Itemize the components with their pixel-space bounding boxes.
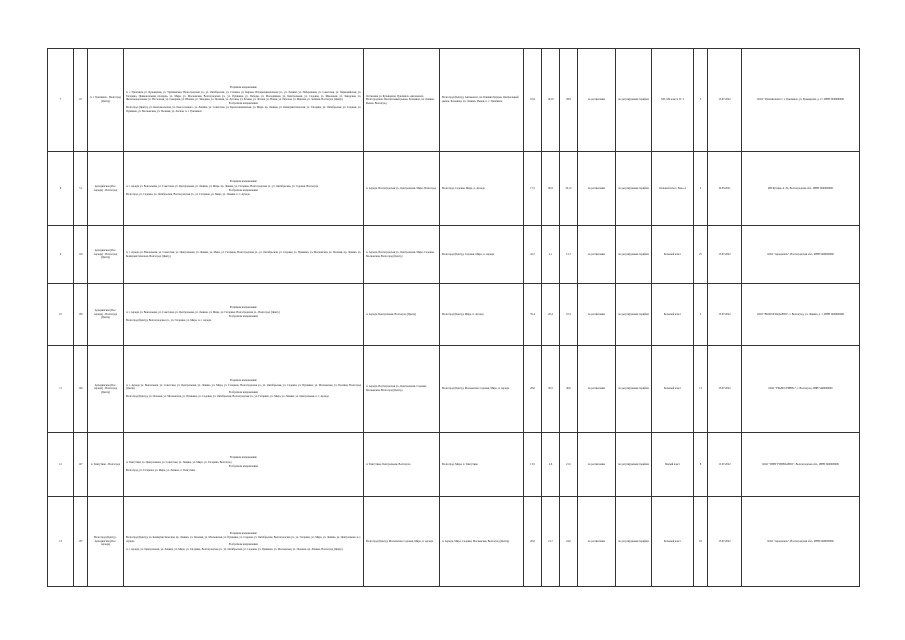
stops-backward: Волгоград, Мира, п. Тингутино	[440, 433, 524, 497]
vehicle-count: 2	[694, 284, 708, 346]
route-registry-table	[47, 48, 860, 587]
carrier-info: ООО "Урюпинскавто", г. Урюпинск, ул. Бульварная, д. 17, ИНН 3438000000	[742, 49, 860, 152]
table-row	[48, 226, 860, 284]
route-path	[124, 346, 364, 433]
boarding-order: по расписанию	[578, 152, 616, 226]
route-name: Арчединская (Пос. Арчеда) - Волгоград (Центр)	[88, 346, 124, 433]
route-backward-header: В обратном направлении:	[228, 188, 259, 192]
route-forward-text: п. г. Арчеда ул. Вокзальная, ул. Советская, ул. Центральная, ул. Ленина, ул. Мира, ул. Гагарина, Волгоградская ул., Волгоград (Центр)	[126, 310, 280, 314]
distance-3: 40,0	[560, 346, 578, 433]
boarding-order: по расписанию	[578, 284, 616, 346]
route-backward-text: Волгоград (Центр), Волгоградская ул., ул. Гагарина, ул. Мира, п. г. Арчеда	[126, 319, 212, 323]
route-number: 12	[48, 433, 74, 497]
stops-backward: Волгоград, Садовая, Мира, п. Арчеда	[440, 152, 524, 226]
vehicle-class: М3, М2 класса II / I	[652, 49, 694, 152]
carrier-info: ИП Бутенко А. Н., Волгоградская обл., ИНН 3400000000	[742, 152, 860, 226]
route-path	[124, 497, 364, 587]
route-forward-header: В прямом направлении:	[229, 306, 258, 310]
route-backward-text: Волгоград, ул. Гагарина, ул. Мира, ул. Ленина, п. Тингутино	[126, 469, 196, 473]
distance-1: 13,5	[524, 433, 542, 497]
table-row	[48, 284, 860, 346]
start-date: 15.07.2022	[708, 226, 742, 284]
stops-backward: п. Арчеда, Мира, Садовая, Московская, Волгоград (Центр)	[440, 497, 524, 587]
registry-number: 10	[74, 49, 88, 152]
distance-2: 21,7	[542, 497, 560, 587]
route-forward-text: п. г. Арчеда ул. Вокзальная, ул. Советская, ул. Центральная, ул. Ленина, ул. Мира, пр. Ленина, ул. Гагарина, Волгоградская ул., ул. Октябрьская, ул. Садовая, Волгоград	[126, 184, 319, 188]
route-backward-header: В обратном направлении:	[228, 101, 259, 105]
route-forward-header: В прямом направлении:	[229, 456, 258, 460]
route-name: п. Тингутино - Волгоград	[88, 433, 124, 497]
route-backward-text: Волгоград (Центр), ул. Комсомольская, ул. Рокоссовского, ул. Ленина, ул. Советская, ул. Краснознаменская, ул. Мира, пр. Ленина, ул. Коммунистическая, ул. Гагарина, ул. Октябрьская, ул. Садовая, ул. Пушкина, ул. Московская, ул. Полевая, ул. Лесная, п. г. Урюпинск	[126, 106, 361, 113]
route-backward-text: Волгоград (Центр), ул. Полевая, ул. Московская, ул. Пушкина, ул. Садовая, ул. Октябрьская, Волгоградская ул., ул. Гагарина, ул. Мира, ул. Ленина, ул. Центральная, п. г. Арчеда	[126, 395, 329, 399]
start-date: 15.07.2022	[708, 284, 742, 346]
registry-number: 127	[74, 433, 88, 497]
distance-1: 17,5	[524, 152, 542, 226]
tariff-type: по регулируемым тарифам	[616, 284, 652, 346]
distance-3: 28,9	[560, 49, 578, 152]
tariff-type: по регулируемым тарифам	[616, 226, 652, 284]
route-number: 13	[48, 497, 74, 587]
start-date: 15.07.2022	[708, 433, 742, 497]
distance-1: 28,6	[524, 346, 542, 433]
route-forward-header: В прямом направлении:	[229, 86, 258, 90]
tariff-type: по регулируемым тарифам	[616, 49, 652, 152]
route-backward-header: В обратном направлении:	[228, 314, 259, 318]
start-date: 15.07.2022	[708, 346, 742, 433]
registry-number: 137	[74, 497, 88, 587]
route-path	[124, 49, 364, 152]
route-name: Арчединская (Пос. Арчеда) - Волгоград (Центр)	[88, 284, 124, 346]
route-path	[124, 433, 364, 497]
route-path	[124, 152, 364, 226]
stops-backward: Волгоград (Центр), Автовокзал, пл. Павших Борцов, Центральный рынок, Больница, пл. Ленина, Рынок, п. г. Урюпинск	[440, 49, 524, 152]
distance-2: 30,5	[542, 346, 560, 433]
route-forward-header: В прямом направлении:	[229, 531, 258, 535]
route-number: 10	[48, 284, 74, 346]
vehicle-count: 8	[694, 433, 708, 497]
stops-backward: Волгоград (Центр), Мира, п. Арчеда	[440, 284, 524, 346]
stops-forward: п. Арчеда, Центральная, Волгоград (Центр)	[364, 284, 440, 346]
route-forward-text: Волгоград (Центр), ул. Коммунистическая, пр. Ленина, ул. Полевая, ул. Московская, ул. Пушкина, ул. Садовая, ул. Октябрьская, Волгоградская ул., ул. Гагарина, ул. Мира, ул. Ленина, ул. Центральная, п. г. Арчеда	[126, 536, 361, 543]
distance-1: 35,4	[524, 284, 542, 346]
vehicle-count: 13	[694, 346, 708, 433]
vehicle-count: 18	[694, 497, 708, 587]
route-forward-text: п. Тингутино ул. Центральная, ул. Советская, ул. Ленина, ул. Мира, ул. Гагарина, Волгоград	[126, 460, 232, 464]
distance-3: 24,0	[560, 497, 578, 587]
distance-3: 10,5	[560, 284, 578, 346]
distance-2: 19,19	[542, 49, 560, 152]
distance-2: 2,1	[542, 226, 560, 284]
distance-2: 20,4	[542, 284, 560, 346]
route-backward-header: В обратном направлении:	[228, 390, 259, 394]
registry-number: 126	[74, 346, 88, 433]
stops-forward: Остановка ул. Бульварная, Урюпинск, Автовокзал, Волгоградская, Центральный рынок, Больница, пл. Ленина, Рынок, Волгоград	[364, 49, 440, 152]
stops-forward: Волгоград (Центр), Московская, Садовая, Мира, п. Арчеда	[364, 497, 440, 587]
distance-2: 2,6	[542, 433, 560, 497]
distance-3: 12,7	[560, 226, 578, 284]
vehicle-class: Большой класс	[652, 497, 694, 587]
route-number: 7	[48, 49, 74, 152]
table-row	[48, 497, 860, 587]
distance-1: 42,7	[524, 226, 542, 284]
route-name: п. г. Урюпинск - Волгоград (Центр)	[88, 49, 124, 152]
route-backward-header: В обратном направлении:	[228, 464, 259, 468]
route-backward-header: В обратном направлении:	[228, 543, 259, 547]
vehicle-class: Большой класс	[652, 226, 694, 284]
route-number: 9	[48, 226, 74, 284]
distance-2: 60,9	[542, 152, 560, 226]
stops-forward: п. Арчеда, Волгоградская ул., Центральная, Мира, Садовая, Московская, Волгоград (Центр)	[364, 226, 440, 284]
tariff-type: по регулируемым тарифам	[616, 497, 652, 587]
route-name: Арчединская (Пос. Арчеда) - Волгоград (Центр)	[88, 226, 124, 284]
stops-backward: Волгоград (Центр), Садовая, Мира, п. Арчеда	[440, 226, 524, 284]
registry-number: 51	[74, 152, 88, 226]
stops-forward: п. Арчеда, Волгоградская ул., Центральная, Садовая, Московская, Волгоград (Центр)	[364, 346, 440, 433]
route-path	[124, 284, 364, 346]
vehicle-class: Большой класс, Евро-4	[652, 152, 694, 226]
carrier-info: ООО "ТРАНССЕРВИС", г. Волгоград, ИНН 3400000000	[742, 346, 860, 433]
stops-forward: п. Арчеда, Волгоградская ул., Центральная, Мира, Волгоград	[364, 152, 440, 226]
route-forward-text: п. г. Арчеда ул. Вокзальная, ул. Советская, ул. Центральная, ул. Ленина, ул. Мира, ул. Гагарина, Волгоградская ул., ул. Октябрьская, ул. Садовая, ул. Пушкина, ул. Московская, ул. Полевая, Волгоград (Центр)	[126, 383, 361, 391]
boarding-order: по расписанию	[578, 433, 616, 497]
tariff-type: по регулируемым тарифам	[616, 346, 652, 433]
carrier-info: ООО "ВОЛГОГРАДАВТО", г. Волгоград, ул. Ленина, д. 1, ИНН 3400000000	[742, 284, 860, 346]
route-name: Арчединская (Пос. Арчеда) - Волгоград	[88, 152, 124, 226]
vehicle-class: Большой класс	[652, 346, 694, 433]
table-row	[48, 49, 860, 152]
vehicle-count: 25	[694, 226, 708, 284]
registry-number: 116	[74, 226, 88, 284]
carrier-info: ООО "Арчедаавто", Волгоградская обл., ИНН 3400000000	[742, 497, 860, 587]
route-path	[124, 226, 364, 284]
route-forward-header: В прямом направлении:	[229, 379, 258, 383]
route-forward-header: В прямом направлении:	[229, 180, 258, 184]
stops-forward: п. Тингутино, Центральная, Волгоград	[364, 433, 440, 497]
tariff-type: по регулируемым тарифам	[616, 433, 652, 497]
registry-number: 136	[74, 284, 88, 346]
route-number: 8	[48, 152, 74, 226]
distance-3: 21,5	[560, 433, 578, 497]
boarding-order: по расписанию	[578, 49, 616, 152]
start-date: 10.03.2021	[708, 152, 742, 226]
route-number: 11	[48, 346, 74, 433]
vehicle-count: 3	[694, 49, 708, 152]
stops-backward: Волгоград (Центр), Московская, Садовая, Мира, п. Арчеда	[440, 346, 524, 433]
registry-page	[47, 48, 859, 587]
start-date: 15.07.2022	[708, 49, 742, 152]
start-date: 15.07.2022	[708, 497, 742, 587]
tariff-type: по регулируемым тарифам	[616, 152, 652, 226]
route-forward-text: п. г. Арчеда ул. Вокзальная, ул. Советская, ул. Центральная, ул. Ленина, ул. Мира, ул. Гагарина, Волгоградская ул., ул. Октябрьская, ул. Садовая, ул. Пушкина, ул. Московская, ул. Полевая, пр. Ленина, ул. Коммунистическая, Волгоград (Центр)	[126, 250, 361, 258]
route-name: Волгоград (Центр) - Арчединская (Пос. Арчеда)	[88, 497, 124, 587]
carrier-info: ООО "Арчедаавто", Волгоградская обл., ИНН 3400000000	[742, 226, 860, 284]
route-backward-text: Волгоград, ул. Садовая, ул. Октябрьская, Волгоградская ул., ул. Гагарина, ул. Мира, ул. Ленина, п. г. Арчеда	[126, 193, 250, 197]
distance-3: 32,12	[560, 152, 578, 226]
route-forward-text: п. г. Урюпинск ул. Бульварная, ул. Урюпинская, Волгоградская ул., ул. Октябрьская, ул. Степная, ул. Кирова, Интернациональная ул., ул. Ленина, ул. Набережная, ул. Советская, ул. Первомайская, ул. Гагарина, Привокзальная площадь, ул. Мира, ул. Московская, Волгоградская ул., ул. Пушкина, ул. Победы, ул. Молодёжная, ул. Центральная, ул. Садовая, ул. Школьная, ул. Заводская, ул. Железнодорожная, ул. Восточная, ул. Северная, ул. Южная, ул. Западная, ул. Полевая, ул. Луговая, ул. Речная, ул. Лесная, ул. Новая, ул. Рабочая, ул. Мирная, ул. Зелёная, Волгоград (Центр)	[126, 91, 361, 102]
distance-1: 10,6	[524, 49, 542, 152]
vehicle-class: Малый класс	[652, 433, 694, 497]
vehicle-class: Большой класс	[652, 284, 694, 346]
table-row	[48, 152, 860, 226]
vehicle-count: 4	[694, 152, 708, 226]
table-row	[48, 346, 860, 433]
boarding-order: по расписанию	[578, 226, 616, 284]
carrier-info: ООО "ТИНГУТИНОАВТО", Волгоградская обл., ИНН 3400000000	[742, 433, 860, 497]
route-backward-text: п. г. Арчеда, ул. Центральная, ул. Ленина, ул. Мира, ул. Гагарина, Волгоградская ул., ул. Октябрьская, ул. Садовая, ул. Пушкина, ул. Московская, ул. Полевая, пр. Ленина, Волгоград (Центр)	[126, 547, 343, 551]
table-row	[48, 433, 860, 497]
boarding-order: по расписанию	[578, 346, 616, 433]
distance-1: 20,6	[524, 497, 542, 587]
boarding-order: по расписанию	[578, 497, 616, 587]
